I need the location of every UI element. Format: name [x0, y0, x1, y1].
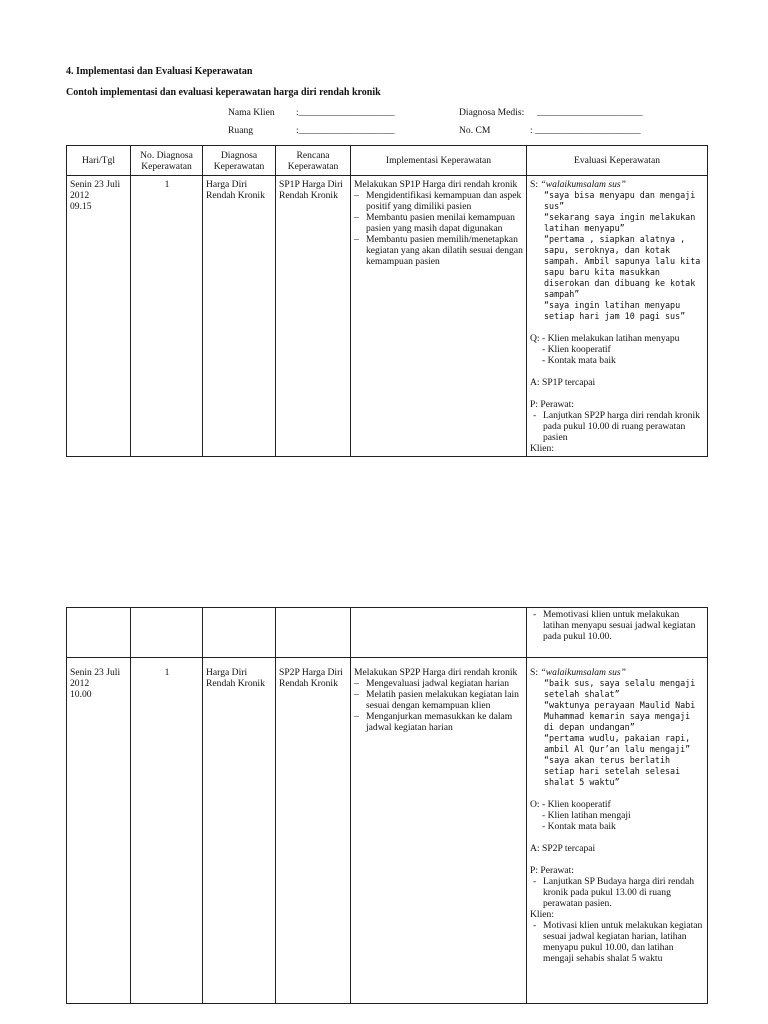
cell-diagnosa: Harga Diri Rendah Kronik	[203, 658, 276, 1004]
eval-o-item: - Kontak mata baik	[542, 355, 616, 366]
eval-plan-item: - Lanjutkan SP Budaya harga diri rendah kronik pada pukul 13.00 di ruang perawatan pasien.	[530, 876, 705, 909]
nursing-table-1	[66, 145, 708, 457]
eval-plan-label: P: Perawat:	[530, 865, 574, 876]
eval-s-greeting: “walaikumsalam sus”	[540, 667, 626, 678]
cell-empty	[203, 608, 276, 658]
cell-evaluasi	[527, 658, 708, 1004]
cell-no-diagnosa: 1	[131, 176, 203, 457]
cell-no-diagnosa: 1	[131, 658, 203, 1004]
cell-empty	[276, 608, 351, 658]
impl-intro: Melakukan SP1P Harga diri rendah kronik	[354, 179, 518, 190]
eval-o-item: - Klien kooperatif	[542, 344, 611, 355]
cell-empty	[351, 608, 527, 658]
eval-s-quote: “waktunya perayaan Maulid Nabi Muhammad kemarin saya mengaji di depan undangan”	[544, 700, 696, 732]
eval-s-label: S:	[530, 179, 539, 190]
impl-item: – Membantu pasien memilih/menetapkan kegiatan yang akan dilatih sesuai dengan kemampuan pasien	[354, 234, 524, 267]
impl-list	[354, 678, 524, 733]
header-rencana: Rencana Keperawatan	[276, 146, 351, 176]
cell-evaluasi	[527, 176, 708, 457]
eval-plan-list	[530, 410, 705, 443]
diagnosa-medis-label: Diagnosa Medis:	[459, 107, 525, 118]
eval-o-item: - Kontak mata baik	[542, 821, 616, 832]
impl-intro: Melakukan SP2P Harga diri rendah kronik	[354, 667, 518, 678]
header-hari-tgl: Hari/Tgl	[67, 146, 131, 176]
eval-s-quote: “saya ingin latihan menyapu setiap hari jam 10 pagi sus”	[544, 300, 686, 321]
eval-s-quote: “pertama , siapkan alatnya , sapu, seroknya, dan kotak sampah. Ambil sapunya lalu kita sapu baru kita masukkan diserokan dan dibuang ke kotak sampah”	[544, 234, 701, 299]
eval-plan-item: - Lanjutkan SP2P harga diri rendah kronik pada pukul 10.00 di ruang perawatan pasien	[530, 410, 705, 443]
cell-rencana: SP1P Harga Diri Rendah Kronik	[276, 176, 351, 457]
klien-motivation-list	[530, 609, 705, 642]
eval-o-item: - Klien latihan mengaji	[542, 810, 631, 821]
cell-empty	[131, 608, 203, 658]
ruang-label: Ruang	[228, 125, 254, 136]
section-title: 4. Implementasi dan Evaluasi Keperawatan	[66, 66, 253, 77]
impl-item: – Melatih pasien melakukan kegiatan lain sesuai dengan kemampuan klien	[354, 689, 524, 711]
document-subtitle: Contoh implementasi dan evaluasi keperawatan harga diri rendah kronik	[66, 87, 381, 98]
eval-s-greeting: “walaikumsalam sus”	[540, 179, 626, 190]
eval-plan-label: P: Perawat:	[530, 399, 574, 410]
hari-date: Senin 23 Juli 2012	[70, 179, 121, 201]
cell-hari	[67, 658, 131, 1004]
hari-date: Senin 23 Juli 2012	[70, 667, 121, 689]
header-evaluasi: Evaluasi Keperawatan	[527, 146, 708, 176]
impl-item: – Mengidentifikasi kemampuan dan aspek positif yang dimiliki pasien	[354, 190, 524, 212]
cell-evaluasi-continued	[527, 608, 708, 658]
no-cm-field: : ______________________	[530, 125, 641, 136]
eval-s-quote: “saya akan terus berlatih setiap hari setelah selesai shalat 5 waktu”	[544, 755, 681, 787]
cell-implementasi	[351, 176, 527, 457]
header-diagnosa: Diagnosa Keperawatan	[203, 146, 276, 176]
eval-assessment: A: SP2P tercapai	[530, 843, 596, 854]
eval-o-item: - Klien melakukan latihan menyapu	[542, 333, 680, 344]
eval-o-label: O:	[530, 799, 540, 810]
eval-assessment: A: SP1P tercapai	[530, 377, 596, 388]
nama-klien-field: :____________________	[296, 107, 395, 118]
ruang-field: :____________________	[296, 125, 395, 136]
cell-diagnosa: Harga Diri Rendah Kronik	[203, 176, 276, 457]
header-implementasi: Implementasi Keperawatan	[351, 146, 527, 176]
eval-s-quote: “saya bisa menyapu dan mengaji sus”	[544, 190, 696, 211]
impl-item: – Membantu pasien menilai kemampuan pasien yang masih dapat digunakan	[354, 212, 524, 234]
eval-klien-label: Klien:	[530, 909, 554, 920]
no-cm-label: No. CM	[459, 125, 491, 136]
eval-klien-list	[530, 920, 705, 964]
cell-hari	[67, 176, 131, 457]
eval-s-quote: “sekarang saya ingin melakukan latihan menyapu”	[544, 212, 696, 233]
cell-rencana: SP2P Harga Diri Rendah Kronik	[276, 658, 351, 1004]
eval-o-label: Q:	[530, 333, 540, 344]
impl-item: – Mengevaluasi jadwal kegiatan harian	[354, 678, 524, 689]
cell-empty	[67, 608, 131, 658]
diagnosa-medis-field: ______________________	[537, 107, 643, 118]
eval-plan-list	[530, 876, 705, 909]
eval-s-quote: “pertama wudlu, pakaian rapi, ambil Al Qur’an lalu mengaji”	[544, 733, 691, 754]
hari-time: 10.00	[70, 689, 92, 700]
hari-time: 09.15	[70, 201, 92, 212]
eval-s-quote: “baik sus, saya selalu mengaji setelah shalat”	[544, 678, 696, 699]
eval-klien-item: - Motivasi klien untuk melakukan kegiatan sesuai jadwal kegiatan harian, latihan menyapu pukul 10.00, dan latihan mengaji sehabis shalat 5 waktu	[530, 920, 705, 964]
klien-motivation-item: - Memotivasi klien untuk melakukan latihan menyapu sesuai jadwal kegiatan pada pukul 10.00.	[530, 609, 705, 642]
impl-item: – Menganjurkan memasukkan ke dalam jadwal kegiatan harian	[354, 711, 524, 733]
nursing-table-2	[66, 607, 708, 1004]
impl-list	[354, 190, 524, 267]
eval-s-label: S:	[530, 667, 539, 678]
eval-klien-label: Klien:	[530, 443, 554, 454]
eval-o-item: - Klien kooperatif	[542, 799, 611, 810]
header-no-diagnosa: No. Diagnosa Keperawatan	[131, 146, 203, 176]
nama-klien-label: Nama Klien	[228, 107, 275, 118]
cell-implementasi	[351, 658, 527, 1004]
